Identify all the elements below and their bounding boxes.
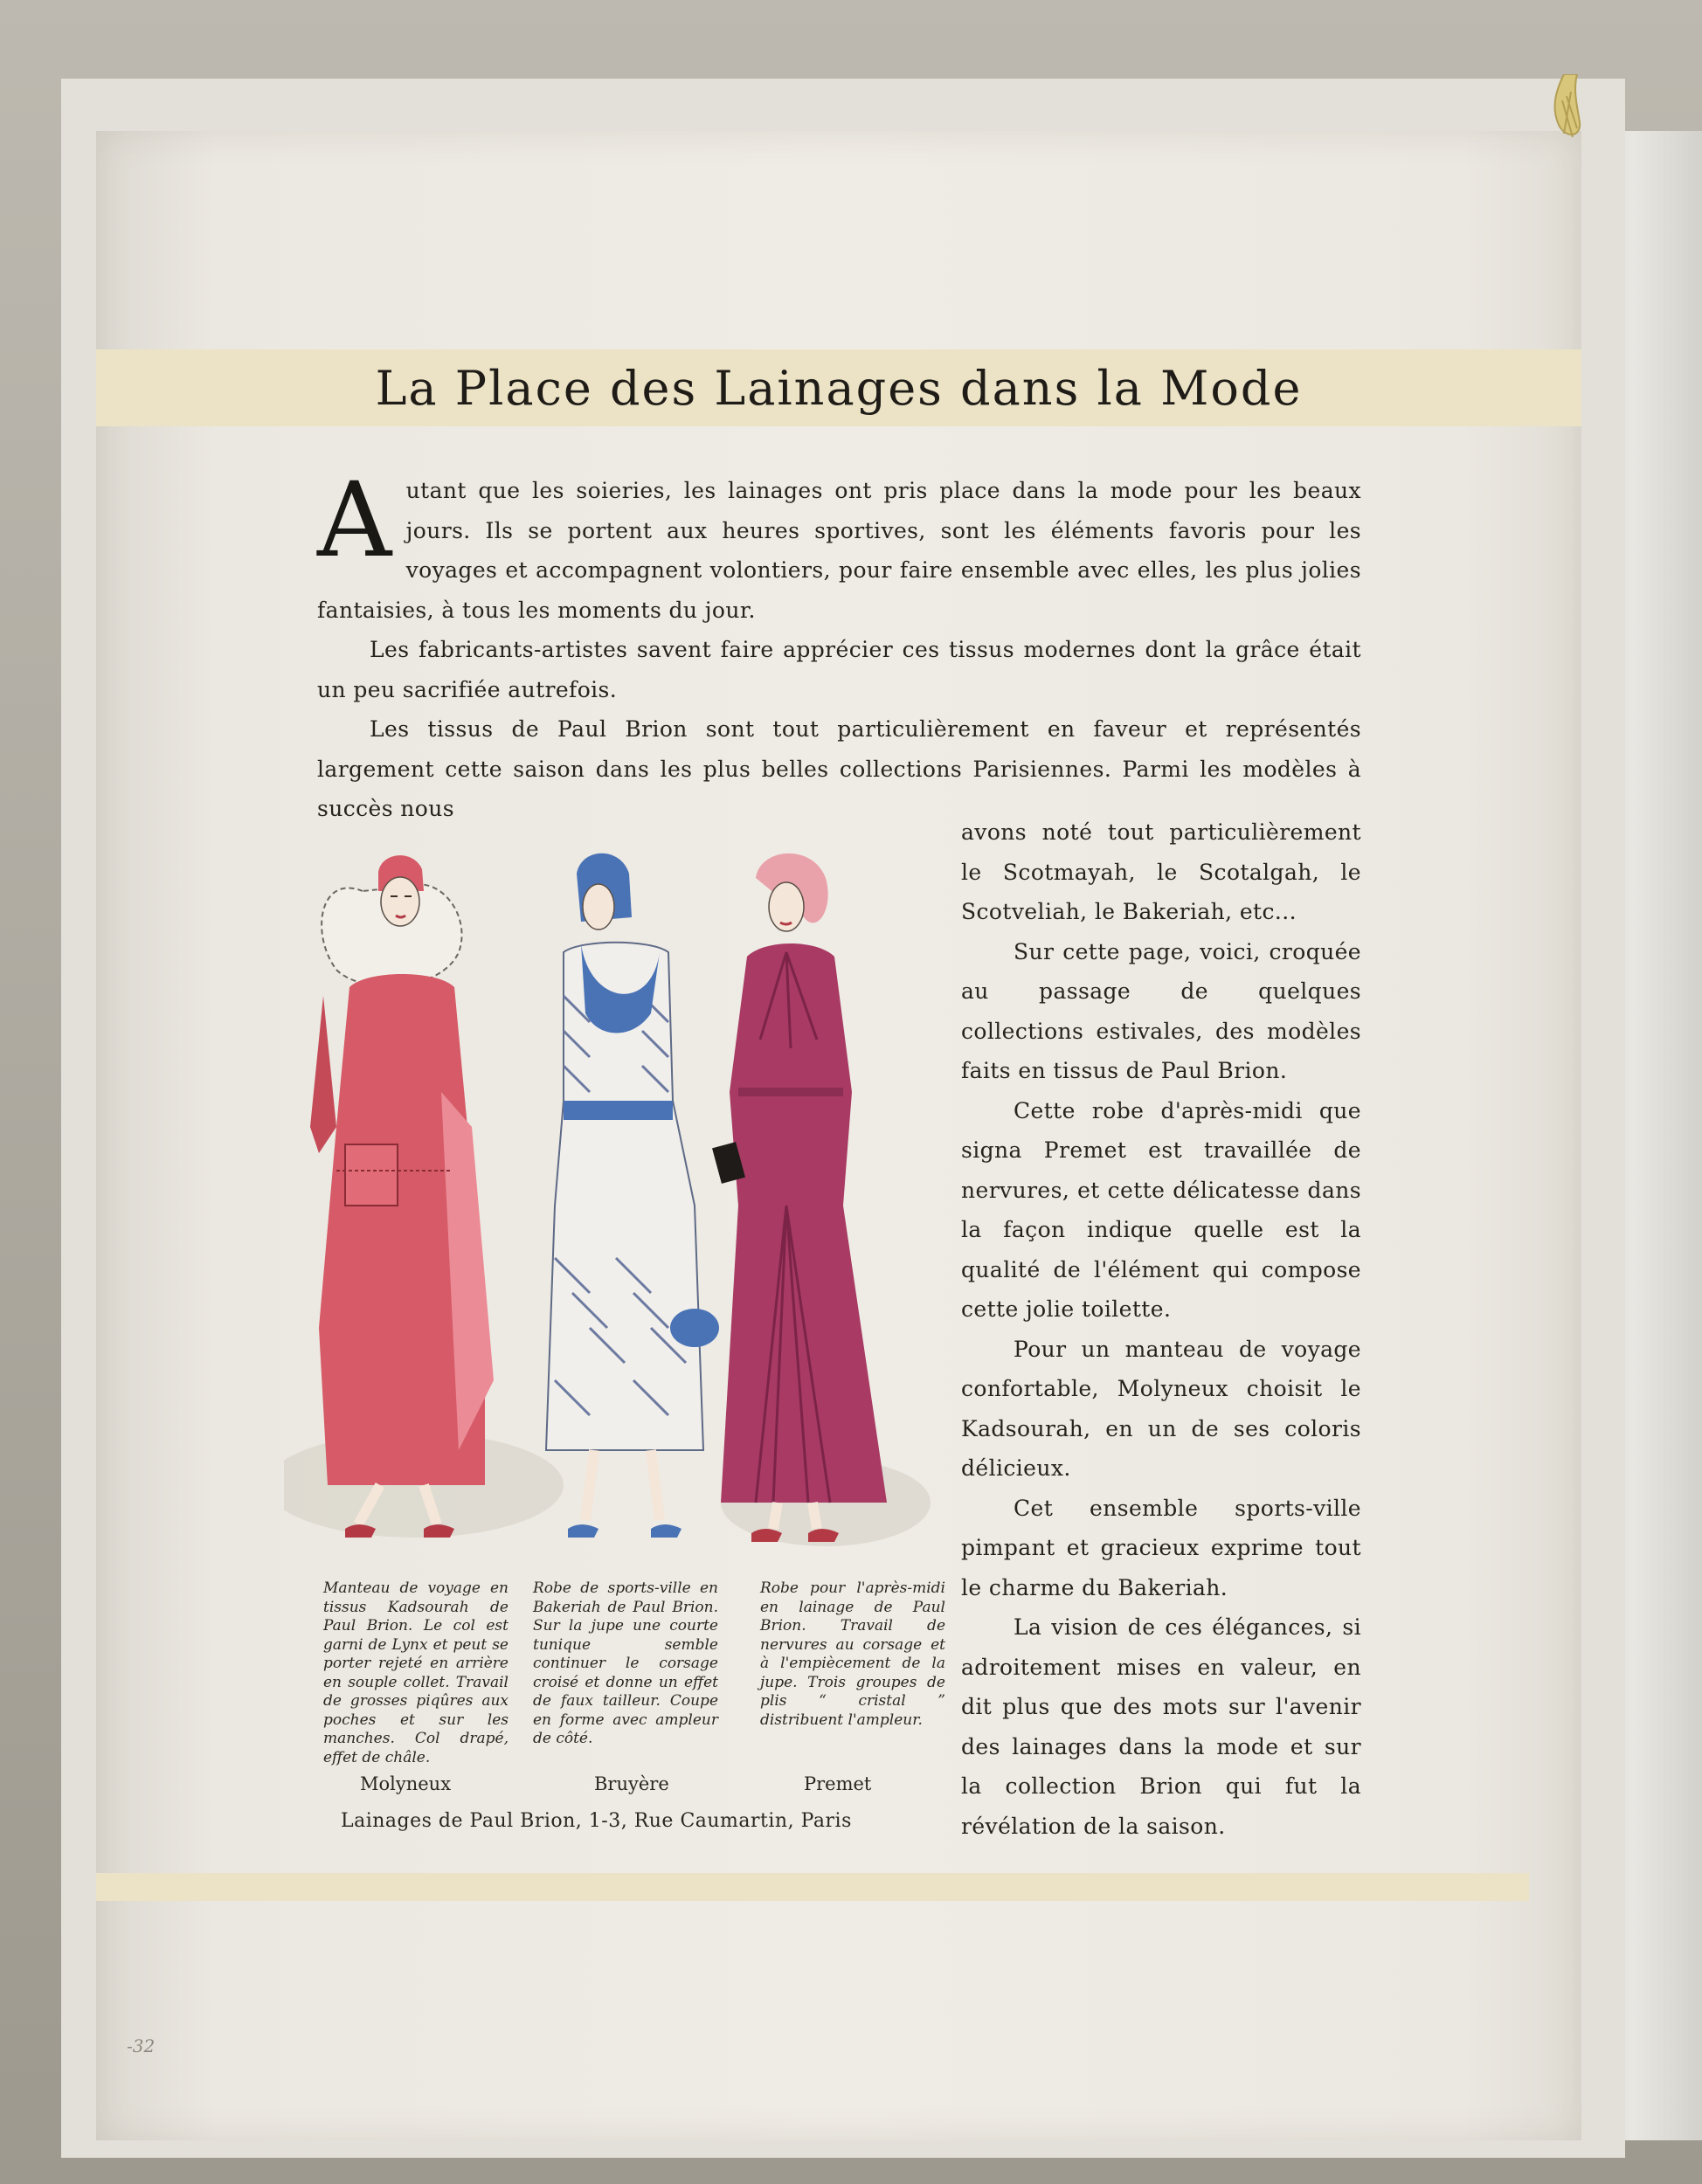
supplier-address: Lainages de Paul Brion, 1-3, Rue Caumartin, Paris bbox=[341, 1810, 852, 1832]
paragraph-1: utant que les soieries, les lainages ont pris place dans la mode pour les beaux jours. Ils se portent aux heures sportives, sont les éléments favoris pour les voyages et accompagnent volontiers, pour faire ensemble avec elles, les plus jolies fantaisies, à tous les moments du jour. bbox=[317, 478, 1361, 623]
paragraph-4: Sur cette page, voici, croquée au passage de quelques collections estivales, des modèles faits en tissus de Paul Brion. bbox=[961, 938, 1361, 1083]
page-title: La Place des Lainages dans la Mode bbox=[375, 360, 1303, 416]
figure-molyneux-coat bbox=[310, 855, 494, 1538]
bottom-band bbox=[96, 1873, 1529, 1901]
paragraph-5: Cette robe d'après-midi que signa Premet est travaillée de nervures, et cette délicatesse dans la façon indique quelle est la qualité de l'élément qui compose cette jolie toilette. bbox=[961, 1097, 1361, 1322]
paragraph-6: Pour un manteau de voyage confortable, Molyneux choisit le Kadsourah, en un de ses coloris délicieux. bbox=[961, 1336, 1361, 1481]
designer-molyneux: Molyneux bbox=[360, 1773, 452, 1794]
caption-molyneux: Manteau de voyage en tissus Kadsourah de Paul Brion. Le col est garni de Lynx et peut se porter rejeté en arrière en souple collet. Travail de grosses piqûres aux poches et sur les manches. Col drapé, effet de châle. bbox=[323, 1579, 509, 1766]
paragraph-2: Les fabricants-artistes savent faire apprécier ces tissus modernes dont la grâce était un peu sacrifiée autrefois. bbox=[317, 637, 1361, 702]
caption-premet: Robe pour l'après-midi en lainage de Paul Brion. Travail de nervures au corsage et à l'empiècement de la jupe. Trois groupes de plis “ cristal ” distribuent l'ampleur. bbox=[760, 1579, 945, 1729]
figure-premet-dress bbox=[712, 854, 887, 1542]
designer-premet: Premet bbox=[804, 1773, 872, 1794]
side-column-text bbox=[961, 812, 1361, 1846]
intro-text bbox=[317, 460, 1361, 829]
designer-bruyere: Bruyère bbox=[594, 1773, 669, 1794]
paragraph-8: La vision de ces élégances, si adroitement mises en valeur, en dit plus que des mots sur l'avenir des lainages dans la mode et sur la collection Brion qui fut la révélation de la saison. bbox=[961, 1614, 1361, 1839]
fashion-illustration bbox=[284, 839, 931, 1607]
paragraph-3-continued: avons noté tout particulièrement le Scotmayah, le Scotalgah, le Scotveliah, le Bakeriah, etc... bbox=[961, 819, 1361, 924]
page-number: -32 bbox=[127, 2035, 156, 2056]
bookmark-tassel bbox=[1538, 74, 1599, 153]
caption-bruyere: Robe de sports-ville en Bakeriah de Paul Brion. Sur la jupe une courte tunique semble continuer le corsage croisé et donne un effet de faux tailleur. Coupe en forme avec ampleur de côté. bbox=[533, 1579, 718, 1747]
paragraph-7: Cet ensemble sports-ville pimpant et gracieux exprime tout le charme du Bakeriah. bbox=[961, 1495, 1361, 1600]
figure-bruyere-ensemble bbox=[546, 854, 719, 1538]
paragraph-3: Les tissus de Paul Brion sont tout particulièrement en faveur et représentés largement cette saison dans les plus belles collections Parisiennes. Parmi les modèles à succès nous bbox=[317, 716, 1361, 821]
title-band bbox=[96, 349, 1581, 426]
drop-cap: A bbox=[317, 460, 392, 580]
